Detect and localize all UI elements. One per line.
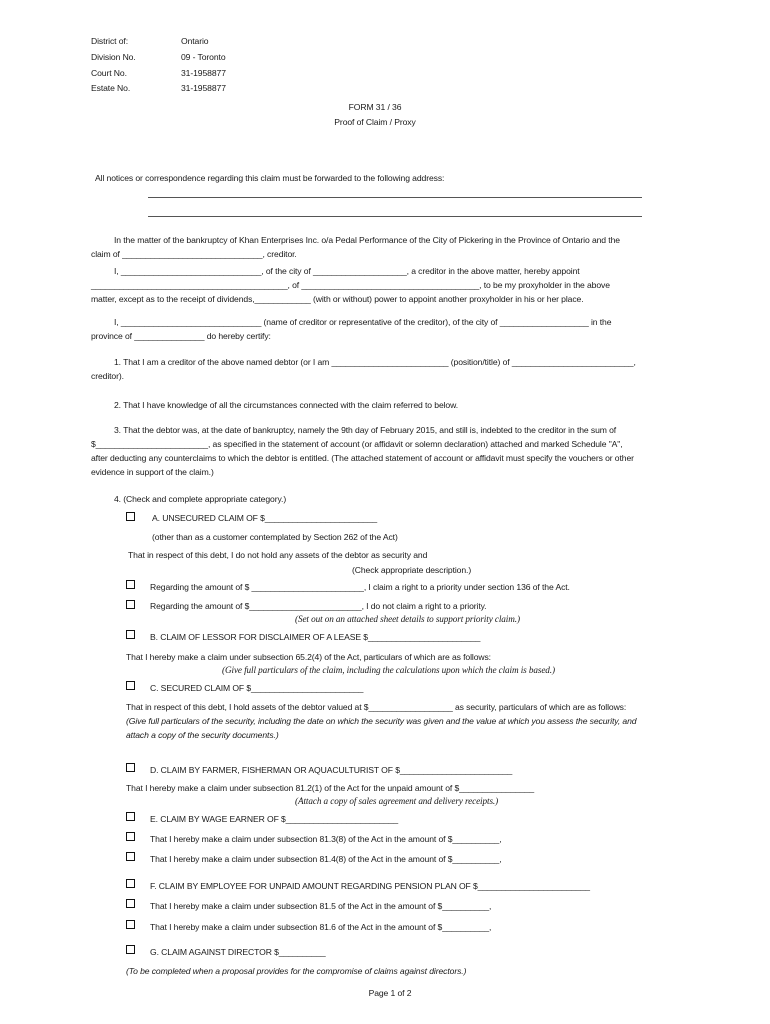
notice-text: All notices or correspondence regarding this claim must be forwarded to the following address: <box>95 173 445 183</box>
claim-e-option-2-checkbox[interactable] <box>126 852 135 861</box>
form-title: Proof of Claim / Proxy <box>334 117 416 127</box>
division-value: 09 - Toronto <box>181 52 226 62</box>
claim-c-title: C. SECURED CLAIM OF $________________________ <box>150 683 364 693</box>
item-3-line-1: 3. That the debtor was, at the date of bankruptcy, namely the 9th day of February 2015, and still is, indebted to the creditor in the sum of <box>114 425 617 435</box>
matter-line-1: In the matter of the bankruptcy of Khan Enterprises Inc. o/a Pedal Performance of the City of Pickering in the Province of Ontario and the <box>114 235 620 245</box>
estate-label: Estate No. <box>91 83 131 93</box>
claim-a-subtitle: (other than as a customer contemplated by Section 262 of the Act) <box>152 532 398 542</box>
item-3-line-2: $________________________, as specified in the statement of account (or affidavit or solemn declaration) attached and marked Schedule "A", <box>91 439 623 449</box>
item-3-line-3: after deducting any counterclaims to which the debtor is entitled. (The attached statement of account or affidavit must specify the vouchers or other <box>91 453 634 463</box>
claim-a-checkbox[interactable] <box>126 512 135 521</box>
claim-f-option-1-checkbox[interactable] <box>126 899 135 908</box>
claim-a-no-priority-checkbox[interactable] <box>126 600 135 609</box>
claim-c-checkbox[interactable] <box>126 681 135 690</box>
claim-g-note: (To be completed when a proposal provides for the compromise of claims against directors.) <box>126 966 467 976</box>
address-line-1[interactable] <box>148 197 642 198</box>
claim-d-note: (Attach a copy of sales agreement and delivery receipts.) <box>295 796 499 806</box>
claim-b-note: (Give full particulars of the claim, including the calculations upon which the claim is based.) <box>222 665 555 675</box>
claim-a-option-2: Regarding the amount of $________________________, I do not claim a right to a priority. <box>150 601 487 611</box>
claim-d-text: That I hereby make a claim under subsection 81.2(1) of the Act for the unpaid amount of $________________ <box>126 783 535 793</box>
claim-a-check-hint: (Check appropriate description.) <box>352 565 472 575</box>
court-value: 31-1958877 <box>181 68 226 78</box>
matter-line-2: claim of ______________________________, creditor. <box>91 249 297 259</box>
claim-e-option-2: That I hereby make a claim under subsection 81.4(8) of the Act in the amount of $__________, <box>150 854 502 864</box>
court-label: Court No. <box>91 68 127 78</box>
district-value: Ontario <box>181 36 209 46</box>
form-number: FORM 31 / 36 <box>348 102 402 112</box>
item-3-line-4: evidence in support of the claim.) <box>91 467 214 477</box>
claim-e-option-1: That I hereby make a claim under subsection 81.3(8) of the Act in the amount of $__________, <box>150 834 502 844</box>
claim-c-note-line-2: attach a copy of the security documents.) <box>126 730 279 740</box>
division-label: Division No. <box>91 52 136 62</box>
claim-f-title: F. CLAIM BY EMPLOYEE FOR UNPAID AMOUNT REGARDING PENSION PLAN OF $________________________ <box>150 881 590 891</box>
claim-e-title: E. CLAIM BY WAGE EARNER OF $________________________ <box>150 814 398 824</box>
claim-f-option-2: That I hereby make a claim under subsection 81.6 of the Act in the amount of $__________, <box>150 922 492 932</box>
claim-e-checkbox[interactable] <box>126 812 135 821</box>
estate-value: 31-1958877 <box>181 83 226 93</box>
claim-d-checkbox[interactable] <box>126 763 135 772</box>
claim-f-checkbox[interactable] <box>126 879 135 888</box>
proxy-line-3: matter, except as to the receipt of dividends,____________ (with or without) power to appoint another proxyholder in his or her place. <box>91 294 584 304</box>
proxy-line-1: I, ______________________________, of the city of ____________________, a creditor in the above matter, hereby appoint <box>114 266 580 276</box>
claim-f-option-1: That I hereby make a claim under subsection 81.5 of the Act in the amount of $__________, <box>150 901 492 911</box>
item-4: 4. (Check and complete appropriate category.) <box>114 494 287 504</box>
claim-a-note: (Set out on an attached sheet details to support priority claim.) <box>295 614 520 624</box>
claim-f-option-2-checkbox[interactable] <box>126 920 135 929</box>
claim-a-respect: That in respect of this debt, I do not hold any assets of the debtor as security and <box>128 550 428 560</box>
item-1-line-1: 1. That I am a creditor of the above named debtor (or I am _________________________ (position/title) of __________________________, <box>114 357 636 367</box>
claim-a-option-1: Regarding the amount of $ ________________________, I claim a right to a priority under section 136 of the Act. <box>150 582 570 592</box>
proxy-line-2: __________________________________________, of ______________________________________, to be my proxyholder in the above <box>91 280 610 290</box>
item-1-line-2: creditor). <box>91 371 124 381</box>
district-label: District of: <box>91 36 128 46</box>
claim-e-option-1-checkbox[interactable] <box>126 832 135 841</box>
claim-g-checkbox[interactable] <box>126 945 135 954</box>
certify-line-1: I, ______________________________ (name of creditor or representative of the creditor), of the city of ___________________ in the <box>114 317 612 327</box>
claim-c-note-line-1: (Give full particulars of the security, including the date on which the security was given and the value at which you assess the security, and <box>126 716 637 726</box>
page-number: Page 1 of 2 <box>368 988 412 998</box>
claim-a-priority-checkbox[interactable] <box>126 580 135 589</box>
claim-b-title: B. CLAIM OF LESSOR FOR DISCLAIMER OF A LEASE $________________________ <box>150 632 481 642</box>
claim-b-checkbox[interactable] <box>126 630 135 639</box>
address-line-2[interactable] <box>148 216 642 217</box>
claim-b-text: That I hereby make a claim under subsection 65.2(4) of the Act, particulars of which are as follows: <box>126 652 491 662</box>
claim-g-title: G. CLAIM AGAINST DIRECTOR $__________ <box>150 947 326 957</box>
claim-d-title: D. CLAIM BY FARMER, FISHERMAN OR AQUACULTURIST OF $________________________ <box>150 765 513 775</box>
certify-line-2: province of _______________ do hereby certify: <box>91 331 271 341</box>
item-2: 2. That I have knowledge of all the circumstances connected with the claim referred to below. <box>114 400 459 410</box>
claim-a-title: A. UNSECURED CLAIM OF $________________________ <box>152 513 378 523</box>
claim-c-text: That in respect of this debt, I hold assets of the debtor valued at $__________________ as security, particulars of which are as follows: <box>126 702 627 712</box>
